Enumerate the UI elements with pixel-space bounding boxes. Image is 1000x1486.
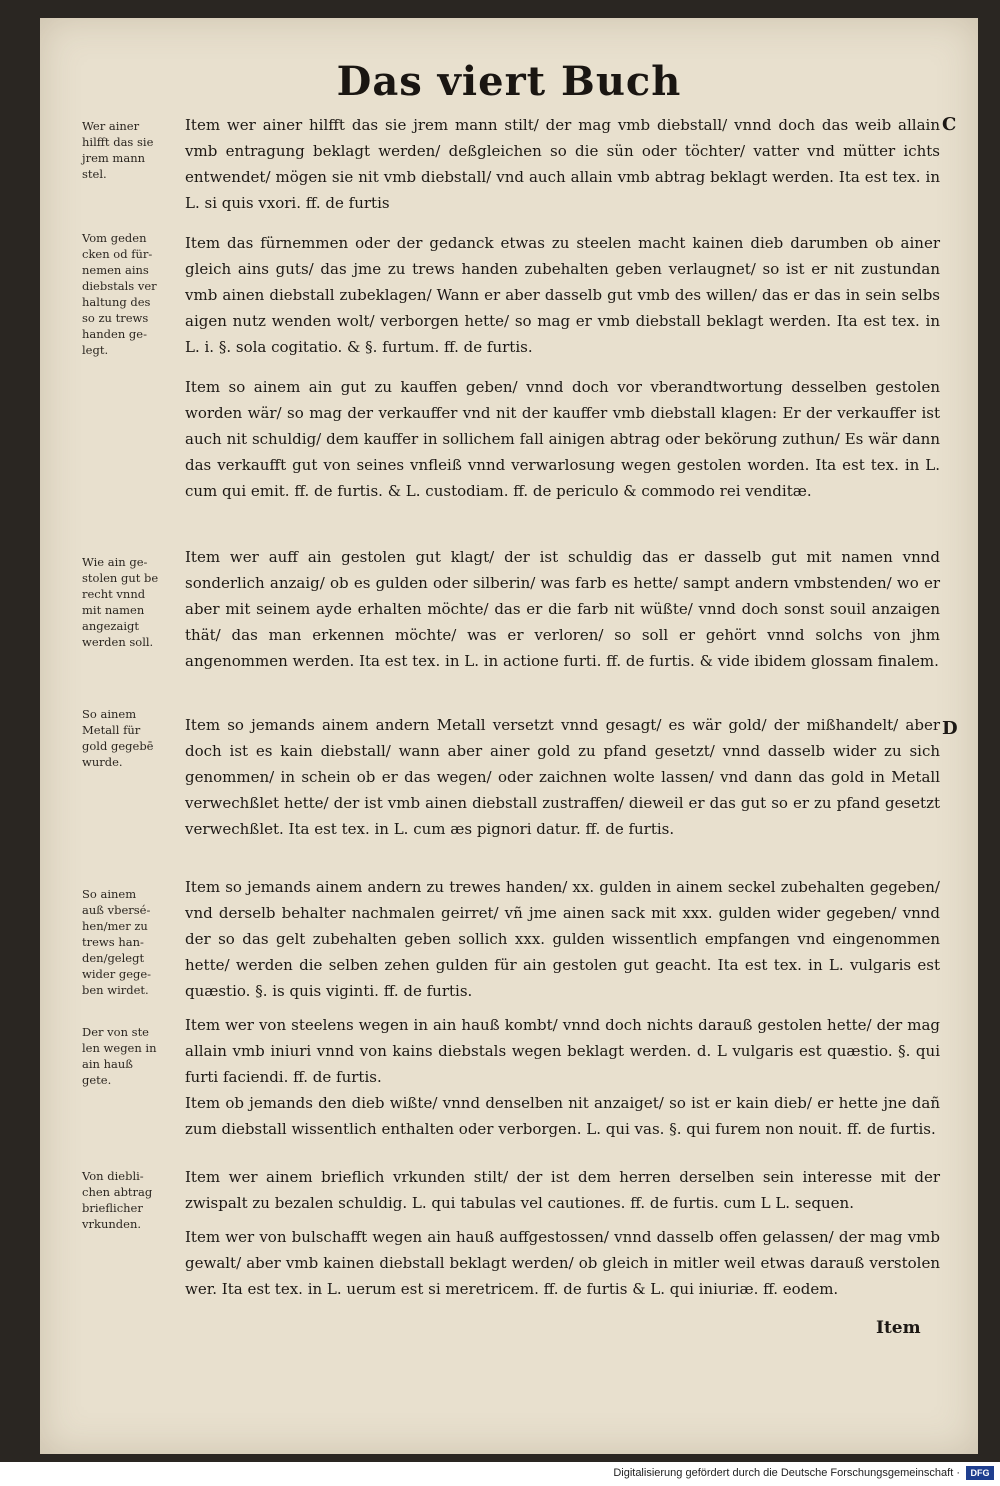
dfg-logo: DFG xyxy=(966,1466,994,1480)
signature-mark-d: D xyxy=(942,718,958,739)
paragraph: Item wer ainem brieflich vrkunden stilt/ der ist dem herren derselben sein interesse mit der zwispalt zu bezalen schuldig. L. qui tabulas vel cautiones. ff. de furtis. cum L L. sequen. xyxy=(185,1168,940,1212)
paragraph: Item wer von bulschafft wegen ain hauß auffgestossen/ vnnd dasselb offen gelassen/ der mag vmb gewalt/ aber vmb kainen diebstall beklagt werden/ ob gleich in mitler weil etwas darauß verstolen wer. Ita est tex. in L. uerum est si meretricem. ff. de furtis & L. qui iniuriæ. ff. eodem. xyxy=(185,1228,940,1298)
document-page xyxy=(40,18,978,1454)
margin-note: Von diebli- chen abtrag brieflicher vrkunden. xyxy=(82,1169,153,1231)
paragraph: Item so jemands ainem andern Metall versetzt vnnd gesagt/ es wär gold/ der mißhandelt/ aber doch ist es kain diebstall/ wann aber ainer gold zu pfand gesetzt/ vnnd dasselb wider zu sich genommen/ in schein ob er das wegen/ oder zaichnen wolte lassen/ vnd dann das gold in Metall verwechßlet hette/ der ist vmb ainen diebstall zustraffen/ dieweil er das gut so er zu pfand gesetzt verwechßlet. Ita est tex. in L. cum æs pignori datur. ff. de furtis. xyxy=(185,716,940,838)
running-title: Das viert Buch xyxy=(336,58,682,105)
margin-note: Der von ste len wegen in ain hauß gete. xyxy=(82,1025,157,1087)
paragraph: Item wer von steelens wegen in ain hauß kombt/ vnnd doch nichts darauß gestolen hette/ der mag allain vmb iniuri vnnd von kains diebstals wegen beklagt werden. d. L vulgaris est quæstio. §. qui furti faciendi. ff. de furtis. xyxy=(185,1016,940,1086)
paragraph: Item wer auff ain gestolen gut klagt/ der ist schuldig das er dasselb gut mit namen vnnd sonderlich anzaig/ ob es gulden oder silberin/ was farb es hette/ sampt andern vmbstenden/ wo er aber mit seinem ayde erhalten möchte/ das er die farb nit wüßte/ vnnd doch sonst souil anzaigen thät/ das man erkennen möchte/ was er verloren/ so soll er gehört vnnd solchs von jhm angenommen werden. Ita est tex. in L. in actione furti. ff. de furtis. & vide ibidem glossam finalem. xyxy=(185,548,940,670)
margin-note: So ainem Metall für gold gegebē wurde. xyxy=(82,707,154,769)
funding-credit: Digitalisierung gefördert durch die Deutsche Forschungsgemeinschaft · xyxy=(613,1467,960,1479)
paragraph: Item so jemands ainem andern zu trewes handen/ xx. gulden in ainem seckel zubehalten gegeben/ vnd derselb behalter nachmalen geirret/ vñ jme ainen sack mit xxx. gulden wider gegeben/ vnnd der so das gelt zubehalten geben sollich xxx. gulden wissentlich empfangen vnd eingenommen hette/ werden die selben zehen gulden für ain gestolen gut geacht. Ita est tex. in L. vulgaris est quæstio. §. is quis viginti. ff. de furtis. xyxy=(185,878,940,1000)
signature-mark-c: C xyxy=(942,114,957,135)
margin-note: So ainem auß vbersé- hen/mer zu trews han- den/gelegt wider gege- ben wirdet. xyxy=(82,887,152,997)
footer-bar xyxy=(0,1462,1000,1486)
margin-note: Vom geden cken od für- nemen ains diebstals ver haltung des so zu trews handen ge- legt. xyxy=(82,231,157,357)
paragraph: Item so ainem ain gut zu kauffen geben/ vnnd doch vor vberandtwortung desselben gestolen worden wär/ so mag der verkauffer vnd nit der kauffer vmb diebstall klagen: Er der verkauffer ist auch nit schuldig/ dem kauffer in sollichem fall ainigen abtrag oder bekörung zuthun/ Es wär dann das verkaufft gut von seines vnfleiß vnnd verwarlosung wegen gestolen worden. Ita est tex. in L. cum qui emit. ff. de furtis. & L. custodiam. ff. de periculo & commodo rei venditæ. xyxy=(185,378,940,500)
margin-note: Wie ain ge- stolen gut be recht vnnd mit namen angezaigt werden soll. xyxy=(82,555,159,649)
paragraph: Item ob jemands den dieb wißte/ vnnd denselben nit anzaiget/ so ist er kain dieb/ er hette jne dañ zum diebstall wissentlich enthalten oder verborgen. L. qui vas. §. qui furem non nouit. ff. de furtis. xyxy=(185,1094,940,1138)
paragraph: Item das fürnemmen oder der gedanck etwas zu steelen macht kainen dieb darumben ob ainer gleich ains guts/ das jme zu trews handen zubehalten geben verlaugnet/ so ist er nit zustundan vmb ainen diebstall zubeklagen/ Wann er aber dasselb gut vmb des willen/ das er das in sein selbs aigen nutz wenden wolt/ verborgen hette/ so mag er vmb diebstall beklagt werden. Ita est tex. in L. i. §. sola cogitatio. & §. furtum. ff. de furtis. xyxy=(185,234,940,356)
margin-note: Wer ainer hilfft das sie jrem mann stel. xyxy=(82,119,154,181)
paragraph: Item wer ainer hilfft das sie jrem mann stilt/ der mag vmb diebstall/ vnnd doch das weib allain vmb entragung beklagt werden/ deßgleichen so die sün oder töchter/ vatter vnd mütter ichts entwendet/ mögen sie nit vmb diebstall/ vnd auch allain vmb abtrag beklagt werden. Ita est tex. in L. si quis vxori. ff. de furtis xyxy=(185,116,940,212)
catchword: Item xyxy=(876,1318,921,1338)
